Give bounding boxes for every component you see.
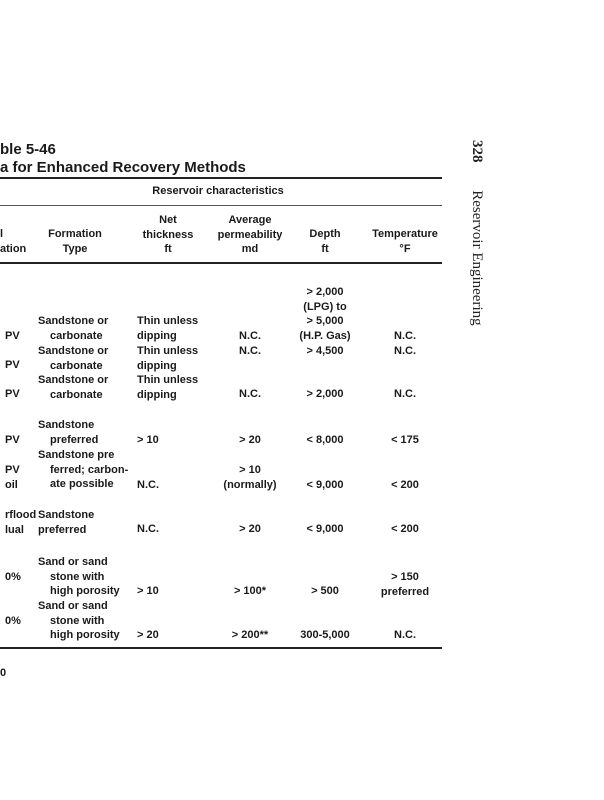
cell-depth xyxy=(306,387,343,402)
cell-depth-line: < 9,000 xyxy=(306,523,344,535)
cell-thickness-line: > 10 xyxy=(137,434,159,446)
cell-formation xyxy=(38,373,108,402)
cell-temperature xyxy=(394,329,416,344)
column-header-formation-line: Type xyxy=(62,242,88,255)
cell-temperature-line: < 175 xyxy=(391,434,419,446)
cell-thickness xyxy=(137,628,159,643)
cell-col1-line: PV xyxy=(5,464,20,476)
cell-temperature-line: N.C. xyxy=(394,345,416,357)
cell-permeability-line: > 20 xyxy=(239,523,261,535)
cell-col1-line: rflood xyxy=(5,509,37,521)
cell-col1-line: PV xyxy=(5,330,20,342)
cell-formation-line: Sandstone xyxy=(38,509,95,521)
cell-thickness xyxy=(137,314,198,343)
cell-permeability-line: N.C. xyxy=(239,330,261,342)
cell-formation xyxy=(38,314,108,343)
column-header-depth-line: ft xyxy=(321,242,329,255)
cell-temperature-line: > 150 xyxy=(391,571,419,583)
cell-permeability-line: > 200** xyxy=(231,629,269,641)
table-caption: a for Enhanced Recovery Methods xyxy=(0,159,246,176)
cell-depth-line: (H.P. Gas) xyxy=(299,329,351,342)
cell-depth-line: > 5,000 xyxy=(306,315,344,328)
header-rule xyxy=(0,262,442,264)
cell-formation xyxy=(38,448,128,492)
cell-permeability xyxy=(234,584,266,599)
cell-permeability xyxy=(239,329,261,344)
cell-formation-line: stone with xyxy=(50,614,105,627)
cell-formation-line: preferred xyxy=(38,523,87,536)
column-header-col1-line: l xyxy=(0,228,4,240)
cell-thickness-line: > 20 xyxy=(137,629,159,641)
cell-formation-line: Sandstone or xyxy=(38,315,109,327)
cell-thickness-line: N.C. xyxy=(137,479,159,491)
cell-col1 xyxy=(5,329,20,344)
cell-thickness-line: Thin unless xyxy=(137,315,199,327)
cell-col1-line: oil xyxy=(5,478,18,491)
cell-col1 xyxy=(5,387,20,402)
table-number: ble 5-46 xyxy=(0,141,56,158)
column-header-depth-line: Depth xyxy=(309,228,341,240)
column-header-temperature xyxy=(372,227,438,256)
cell-temperature-line: N.C. xyxy=(394,330,416,342)
cell-depth-line: > 4,500 xyxy=(306,345,344,357)
cell-permeability-line: (normally) xyxy=(223,478,277,491)
cell-permeability xyxy=(232,628,268,643)
column-header-col1 xyxy=(0,227,26,256)
group-header: Reservoir characteristics xyxy=(152,185,284,197)
column-header-formation xyxy=(48,227,102,256)
cell-formation xyxy=(38,344,108,373)
cell-depth-line: (LPG) to xyxy=(303,300,347,313)
cell-temperature-line: < 200 xyxy=(391,523,419,535)
group-rule xyxy=(0,205,442,206)
cell-formation-line: Sandstone or xyxy=(38,345,109,357)
cell-formation xyxy=(38,599,120,643)
cell-thickness xyxy=(137,584,159,599)
cell-col1-line: PV xyxy=(5,359,20,371)
cell-permeability xyxy=(239,522,261,537)
cell-formation-line: stone with xyxy=(50,570,105,583)
cell-depth-line: > 2,000 xyxy=(306,286,344,298)
cell-permeability-line: > 10 xyxy=(239,464,261,476)
cell-col1 xyxy=(5,614,21,629)
cell-depth xyxy=(311,584,339,599)
cell-thickness-line: N.C. xyxy=(137,523,159,535)
cell-temperature-line: preferred xyxy=(380,585,430,598)
cell-thickness xyxy=(137,433,159,448)
column-header-permeability-line: Average xyxy=(228,214,272,226)
cell-formation-line: Sandstone pre xyxy=(38,449,115,461)
book-title: Reservoir Engineering xyxy=(469,190,485,326)
cell-temperature xyxy=(394,387,416,402)
page-number: 328 xyxy=(469,140,485,163)
column-header-temperature-line: °F xyxy=(399,242,411,255)
cell-formation-line: ate possible xyxy=(50,478,114,491)
cell-temperature xyxy=(391,478,419,493)
cell-thickness xyxy=(137,478,159,493)
cell-thickness-line: Thin unless xyxy=(137,374,199,386)
cell-thickness-line: Thin unless xyxy=(137,345,199,357)
cell-temperature-line: < 200 xyxy=(391,479,419,491)
cell-formation-line: Sandstone or xyxy=(38,374,109,386)
cell-col1 xyxy=(5,463,20,492)
running-head xyxy=(468,140,485,326)
cell-thickness-line: dipping xyxy=(137,388,177,401)
cell-temperature-line: N.C. xyxy=(394,629,416,641)
cell-formation-line: high porosity xyxy=(50,629,120,642)
cell-col1 xyxy=(5,358,20,373)
cell-depth xyxy=(299,285,350,343)
cell-permeability-line: N.C. xyxy=(239,345,261,357)
cell-col1 xyxy=(5,433,20,448)
cell-formation-line: Sand or sand xyxy=(38,600,108,612)
cell-formation-line: Sand or sand xyxy=(38,556,108,568)
cell-depth xyxy=(306,344,343,359)
column-header-col1-line: ation xyxy=(0,242,27,255)
cell-formation-line: carbonate xyxy=(50,388,103,401)
cell-permeability xyxy=(239,387,261,402)
cell-temperature xyxy=(394,344,416,359)
cell-depth-line: < 9,000 xyxy=(306,479,344,491)
cell-col1-line: PV xyxy=(5,434,20,446)
cell-temperature-line: N.C. xyxy=(394,388,416,400)
cell-temperature xyxy=(394,628,416,643)
cell-col1 xyxy=(5,570,21,585)
cell-depth-line: 300-5,000 xyxy=(300,629,350,641)
cell-formation-line: Sandstone xyxy=(38,419,95,431)
cell-col1-line: 0% xyxy=(5,615,21,627)
cell-formation-line: ferred; carbon- xyxy=(50,463,129,476)
cell-col1-line: PV xyxy=(5,388,20,400)
column-header-temperature-line: Temperature xyxy=(372,228,438,240)
cell-depth xyxy=(300,628,350,643)
cell-permeability-line: N.C. xyxy=(239,388,261,400)
cell-permeability xyxy=(223,463,276,492)
column-header-thickness-line: ft xyxy=(164,243,172,256)
cell-col1-line: 0% xyxy=(5,571,21,583)
cell-formation-line: preferred xyxy=(50,433,99,446)
cell-permeability xyxy=(239,433,261,448)
cell-temperature xyxy=(381,570,429,599)
cell-temperature xyxy=(391,433,419,448)
cell-thickness xyxy=(137,522,159,537)
cell-temperature xyxy=(391,522,419,537)
cell-permeability xyxy=(239,344,261,359)
cell-thickness-line: dipping xyxy=(137,329,177,342)
cell-col1 xyxy=(5,508,36,537)
cell-thickness-line: > 10 xyxy=(137,585,159,597)
column-header-permeability-line: md xyxy=(241,243,259,256)
top-rule xyxy=(0,177,442,179)
column-header-formation-line: Formation xyxy=(48,228,102,240)
cell-depth-line: > 2,000 xyxy=(306,388,344,400)
cell-permeability-line: > 100* xyxy=(233,585,267,597)
cell-thickness xyxy=(137,344,198,373)
cell-permeability-line: > 20 xyxy=(239,434,261,446)
cell-depth-line: > 500 xyxy=(311,585,339,597)
cell-depth xyxy=(306,433,343,448)
cell-depth-line: < 8,000 xyxy=(306,434,344,446)
footnote-fragment: 0 xyxy=(0,667,7,679)
column-header-permeability xyxy=(218,213,283,257)
cell-formation-line: high porosity xyxy=(50,585,120,598)
cell-formation-line: carbonate xyxy=(50,329,103,342)
bottom-rule xyxy=(0,647,442,649)
column-header-permeability-line: permeability xyxy=(217,228,283,241)
column-header-thickness-line: thickness xyxy=(142,228,194,241)
cell-col1-line: lual xyxy=(5,523,24,536)
cell-depth xyxy=(306,478,343,493)
column-header-thickness-line: Net xyxy=(159,214,177,226)
cell-formation-line: carbonate xyxy=(50,359,103,372)
cell-formation xyxy=(38,555,120,599)
cell-formation xyxy=(38,418,98,447)
cell-thickness xyxy=(137,373,198,402)
column-header-depth xyxy=(309,227,340,256)
cell-depth xyxy=(306,522,343,537)
cell-formation xyxy=(38,508,94,537)
cell-thickness-line: dipping xyxy=(137,359,177,372)
column-header-thickness xyxy=(143,213,194,257)
